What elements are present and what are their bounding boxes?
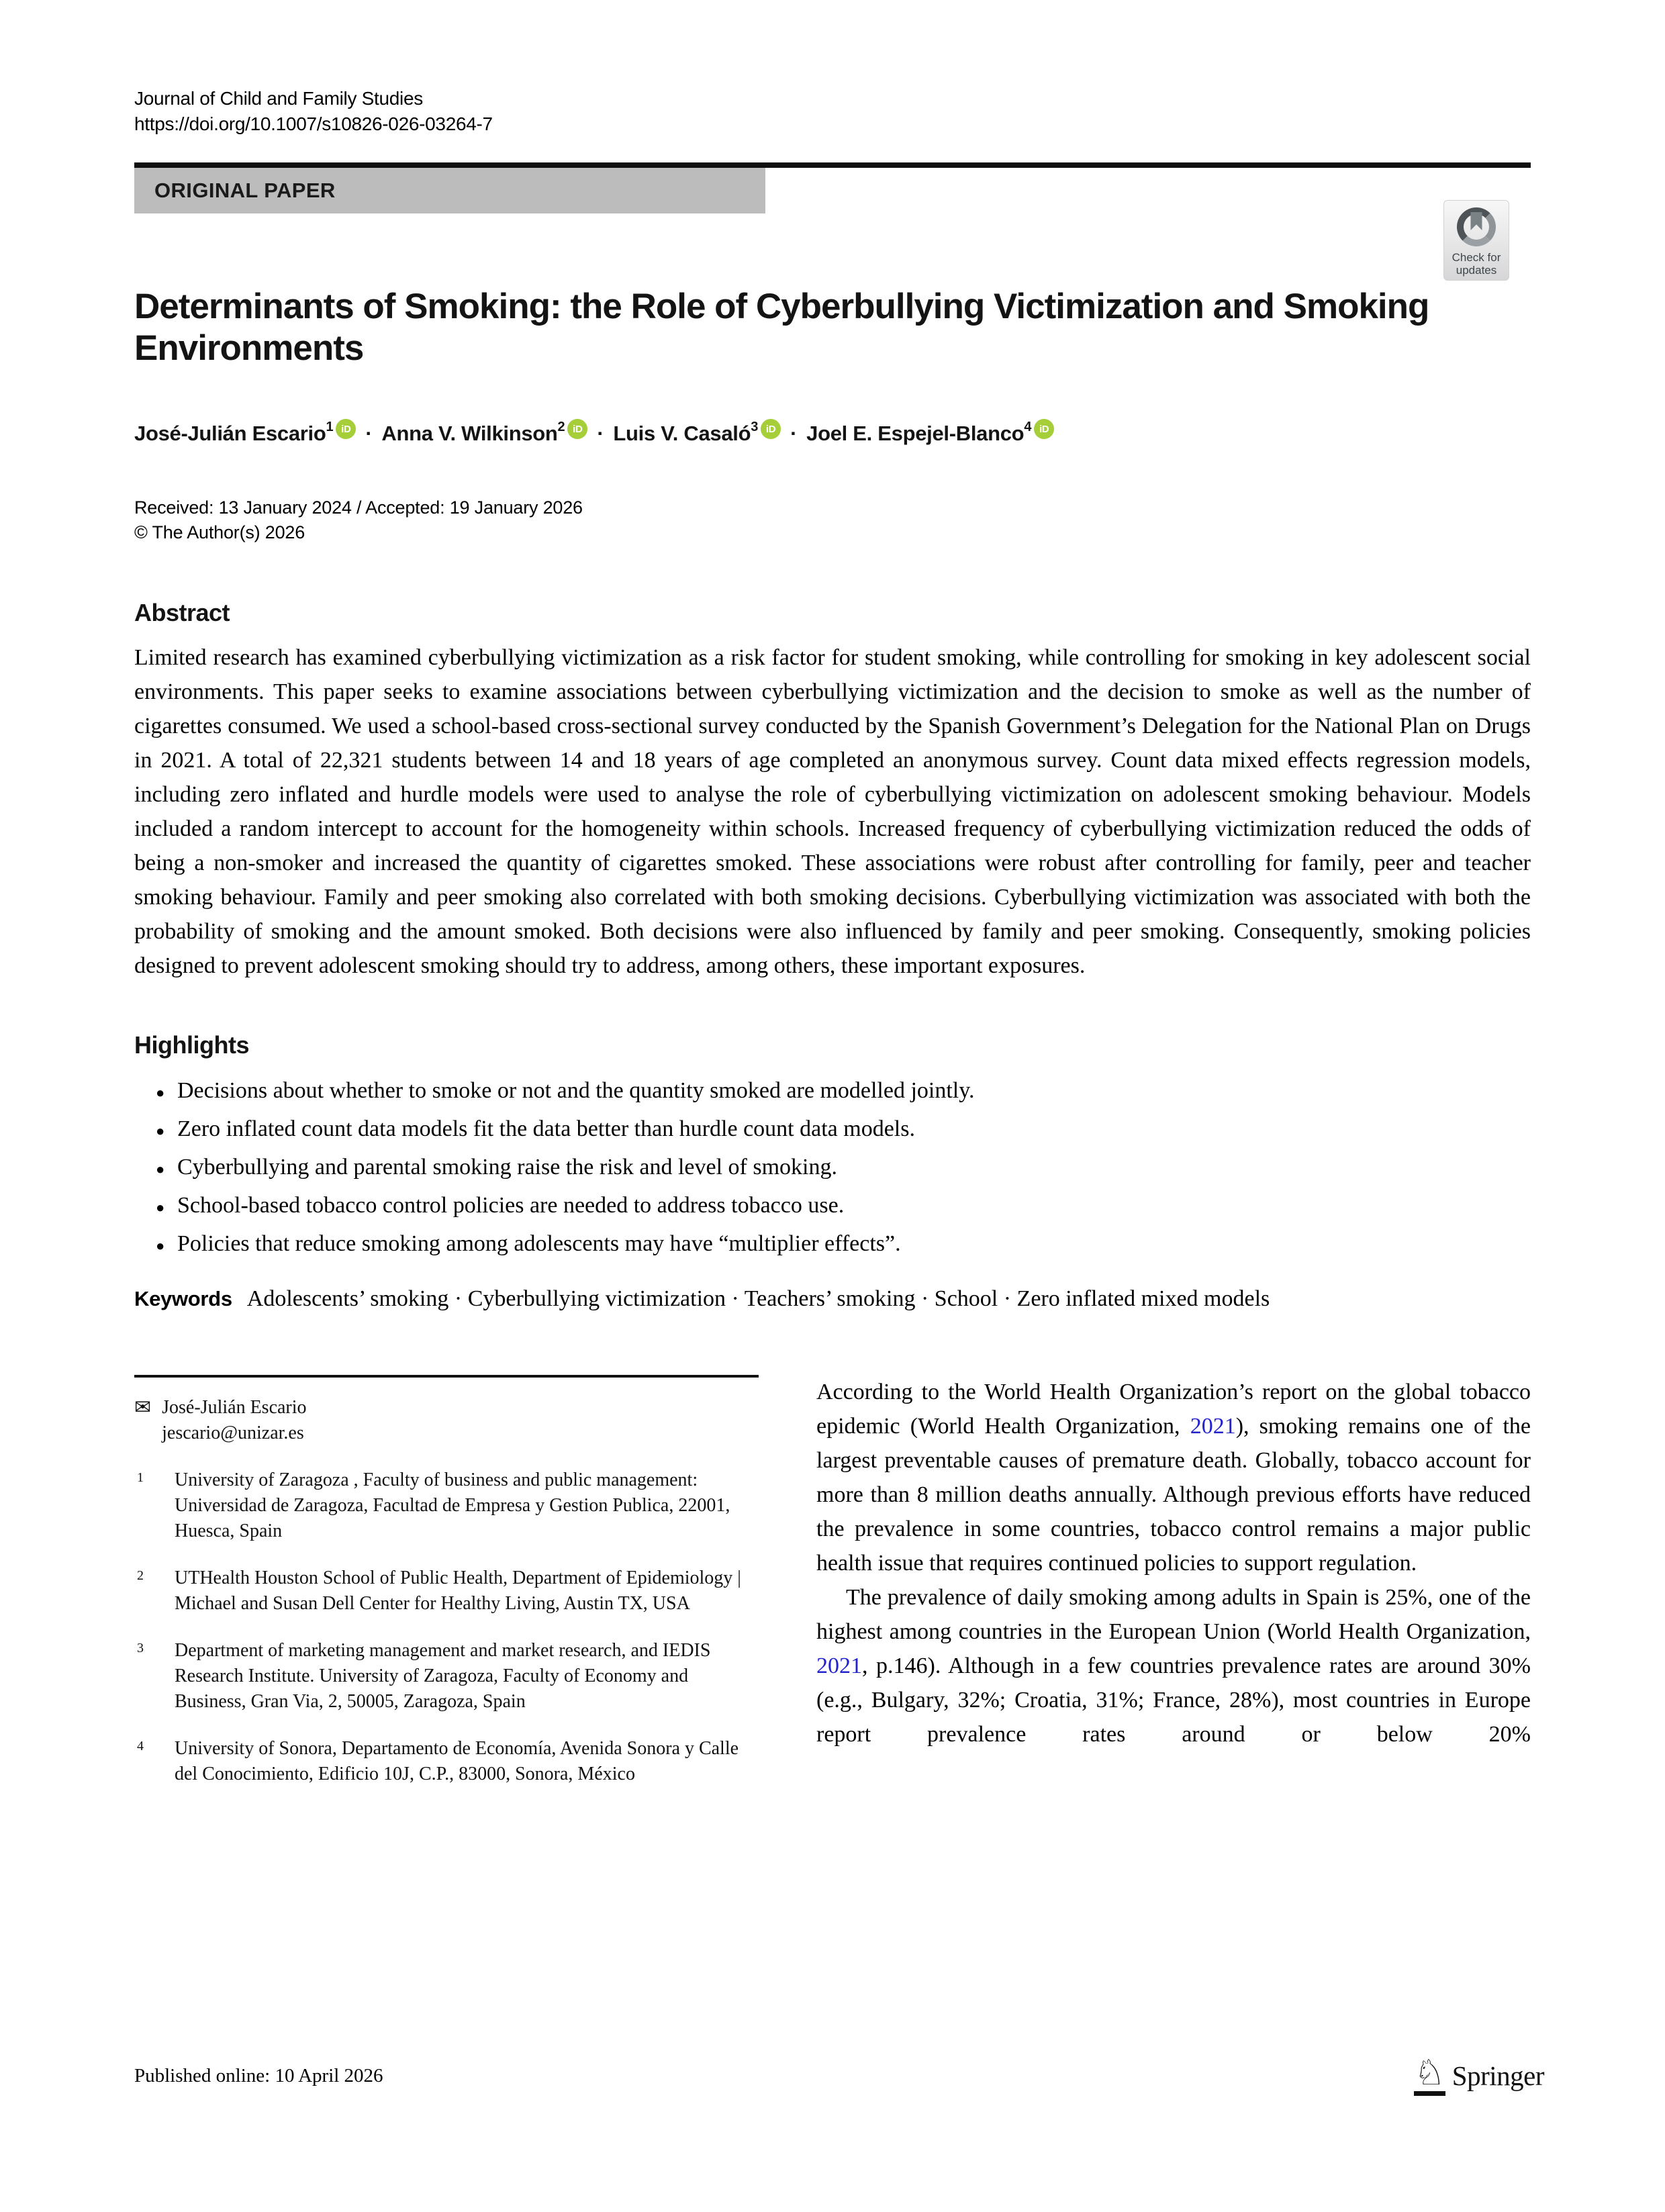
author [613, 419, 781, 445]
header-rule [134, 162, 1531, 168]
check-for-updates-label [1452, 251, 1501, 277]
affiliation-number: 1 [137, 1470, 144, 1485]
correspondence-block [134, 1395, 759, 1446]
corresponding-author-email[interactable]: jescario@unizar.es [162, 1422, 304, 1443]
affiliation-text: UTHealth Houston School of Public Health, Department of Epidemiology | Michael and Susan Dell Center for Healthy Living, Austin TX, USA [175, 1567, 741, 1614]
published-online: Published online: 10 April 2026 [134, 2064, 383, 2086]
page-header [134, 0, 1531, 137]
affiliation-text: Department of marketing management and market research, and IEDIS Research Institute. University of Zaragoza, Faculty of Economy and Business, Gran Via, 2, 50005, Zaragoza, Spain [175, 1639, 711, 1712]
page-footer [134, 2053, 1544, 2096]
keywords-label: Keywords [134, 1286, 232, 1310]
footnotes-column [134, 1375, 759, 1787]
author-separator: · [365, 421, 373, 445]
author-affiliation-number: 1 [326, 419, 334, 434]
highlights-list [134, 1073, 1531, 1264]
author-name: Anna V. Wilkinson [381, 421, 558, 445]
highlight-item [134, 1226, 1531, 1264]
crossmark-icon [1457, 207, 1496, 246]
highlight-text: Cyberbullying and parental smoking raise the risk and level of smoking. [177, 1154, 837, 1180]
affiliations-list [134, 1468, 759, 1787]
highlight-item [134, 1111, 1531, 1149]
affiliation-text: University of Zaragoza , Faculty of business and public management: Universidad de Zaragoza, Facultad de Empresa y Gestion Publica, 22001, Huesca, Spain [175, 1469, 730, 1541]
article-title: Determinants of Smoking: the Role of Cyberbullying Victimization and Smoking Environments [134, 287, 1429, 368]
affiliation [134, 1736, 759, 1787]
author [806, 419, 1054, 445]
copyright-line: © The Author(s) 2026 [134, 522, 305, 542]
introduction-column [816, 1375, 1531, 1787]
bullet-icon: ● [156, 1084, 165, 1101]
bullet-icon: ● [156, 1198, 165, 1216]
author-list [134, 419, 1531, 446]
affiliation-number: 2 [137, 1568, 144, 1583]
affiliation-text: University of Sonora, Departamento de Economía, Avenida Sonora y Calle del Conocimiento, Edificio 10J, C.P., 83000, Sonora, México [175, 1737, 739, 1784]
author-separator: · [597, 421, 604, 445]
orcid-icon[interactable]: iD [1034, 419, 1054, 439]
two-column-section [134, 1375, 1531, 1787]
citation-link[interactable]: 2021 [1190, 1413, 1236, 1439]
article-dates [134, 495, 1531, 545]
highlights-heading: Highlights [134, 1030, 249, 1059]
author-separator: · [790, 421, 798, 445]
affiliation-number: 4 [137, 1738, 144, 1753]
orcid-icon[interactable]: iD [567, 419, 587, 439]
author-affiliation-number: 4 [1024, 419, 1032, 434]
bookmark-icon [1471, 212, 1482, 230]
article-type-banner [134, 168, 765, 213]
affiliation-number: 3 [137, 1640, 144, 1655]
affiliation [134, 1566, 759, 1617]
author-name: Luis V. Casaló [613, 421, 751, 445]
check-for-updates-badge[interactable] [1443, 200, 1509, 281]
journal-name: Journal of Child and Family Studies [134, 88, 423, 109]
abstract-text: Limited research has examined cyberbullying victimization as a risk factor for student smoking, while controlling for smoking in key adolescent social environments. This paper seeks to examine associations between cyberbullying victimization and the decision to smoke as well as the number of cigarettes consumed. We used a school-based cross-sectional survey conducted by the Spanish Government’s Delegation for the National Plan on Drugs in 2021. A total of 22,321 students between 14 and 18 years of age completed an anonymous survey. Count data mixed effects regression models, including zero inflated and hurdle models were used to analyse the role of cyberbullying victimization on adolescent smoking behaviour. Models included a random intercept to account for the homogeneity within schools. Increased frequency of cyberbullying victimization reduced the odds of being a non-smoker and increased the quantity of cigarettes smoked. These associations were robust after controlling for family, peer and teacher smoking behaviour. Family and peer smoking also correlated with both smoking decisions. Cyberbullying victimization was associated with both the probability of smoking and the amount smoked. Both decisions were also influenced by family and peer smoking. Consequently, smoking policies designed to prevent adolescent smoking should try to address, among others, these important exposures. [134, 644, 1531, 978]
envelope-icon: ✉ [134, 1395, 152, 1419]
springer-wordmark: Springer [1452, 2060, 1544, 2091]
bullet-icon: ● [156, 1160, 165, 1177]
author-name: José-Julián Escario [134, 421, 326, 445]
springer-horse-icon: ♘ [1414, 2056, 1445, 2096]
springer-logo [1414, 2053, 1544, 2096]
intro-paragraph: The prevalence of daily smoking among adults in Spain is 25%, one of the highest among countries in the European Union (World Health Organization, 2021, p.146). Although in a few countries prevalence rates are around 30% (e.g., Bulgary, 32%; Croatia, 31%; France, 28%), most countries in Europe report prevalence rates around or below 20% [816, 1584, 1531, 1747]
bullet-icon: ● [156, 1122, 165, 1139]
highlight-item [134, 1073, 1531, 1111]
abstract-heading: Abstract [134, 598, 230, 626]
author-affiliation-number: 3 [751, 419, 759, 434]
citation-link[interactable]: 2021 [816, 1653, 862, 1678]
orcid-icon[interactable]: iD [336, 419, 356, 439]
intro-paragraph: According to the World Health Organization’s report on the global tobacco epidemic (World Health Organization, 2021), smoking remains one of the largest preventable causes of premature death. Globally, tobacco account for more than 8 million deaths annually. Although previous efforts have reduced the prevalence in some countries, tobacco control remains a major public health issue that requires continued policies to support regulation. [816, 1379, 1531, 1576]
author [134, 419, 356, 445]
keywords-text: Adolescents’ smoking · Cyberbullying victimization · Teachers’ smoking · School · Zero inflated mixed models [246, 1286, 1270, 1311]
received-accepted-line: Received: 13 January 2024 / Accepted: 19 January 2026 [134, 497, 583, 518]
author [381, 419, 587, 445]
author-affiliation-number: 2 [557, 419, 565, 434]
doi-link[interactable]: https://doi.org/10.1007/s10826-026-03264-7 [134, 113, 493, 134]
check-for-updates-line1: Check for [1452, 251, 1501, 264]
article-type-label: ORIGINAL PAPER [154, 179, 336, 202]
highlight-text: Decisions about whether to smoke or not and the quantity smoked are modelled jointly. [177, 1077, 975, 1103]
highlight-item [134, 1149, 1531, 1188]
highlight-text: Policies that reduce smoking among adolescents may have “multiplier effects”. [177, 1231, 901, 1256]
corresponding-author-name: José-Julián Escario [162, 1396, 307, 1418]
check-for-updates-line2: updates [1456, 264, 1497, 277]
affiliation [134, 1468, 759, 1544]
affiliation [134, 1638, 759, 1715]
bullet-icon: ● [156, 1237, 165, 1254]
highlight-text: School-based tobacco control policies are needed to address tobacco use. [177, 1192, 845, 1218]
orcid-icon[interactable]: iD [761, 419, 781, 439]
author-name: Joel E. Espejel-Blanco [806, 421, 1025, 445]
keywords-line [134, 1282, 1531, 1316]
highlight-text: Zero inflated count data models fit the data better than hurdle count data models. [177, 1116, 915, 1141]
highlight-item [134, 1188, 1531, 1226]
